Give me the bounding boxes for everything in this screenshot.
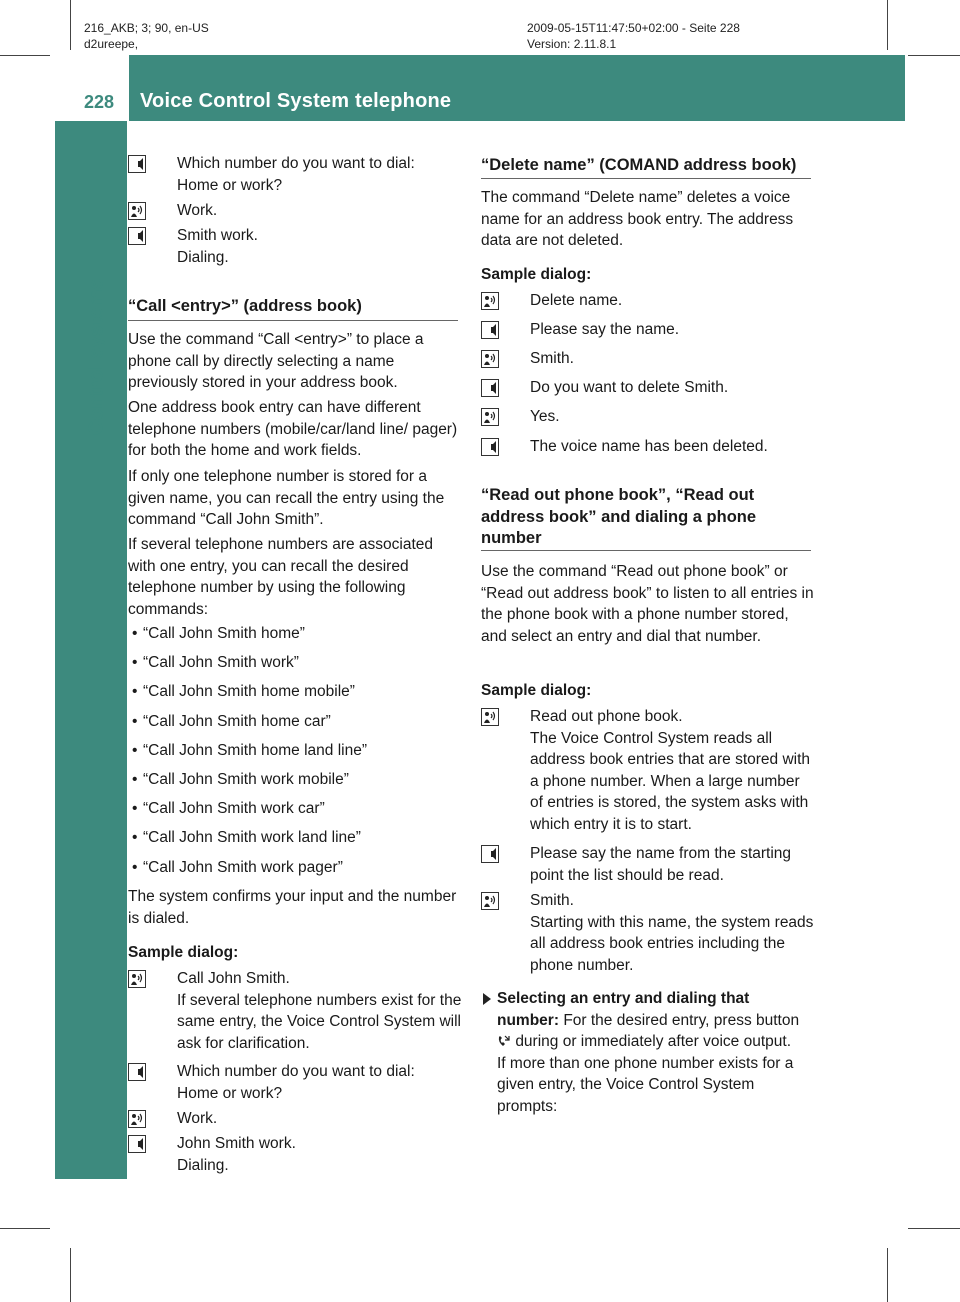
dialog-text: The voice name has been deleted. <box>530 438 768 455</box>
paragraph: Use the command “Read out phone book” or “Read out address book” to listen to all entries in the phone book with a phone number stored, and select an entry and dial that number. <box>481 563 814 645</box>
paragraph: The system confirms your input and the number is dialed. <box>128 888 457 927</box>
dialog-text: Work. <box>177 202 218 219</box>
bullet-item: “Call John Smith home mobile” <box>143 683 355 701</box>
user-speaking-icon <box>481 292 499 310</box>
step-bold: Selecting an entry and dialing that number: <box>497 990 750 1029</box>
system-speaker-icon <box>481 379 499 397</box>
dialog-text: Work. <box>177 1110 218 1127</box>
user-speaking-icon <box>481 350 499 368</box>
bullet-dot: • <box>132 741 138 759</box>
bullet-item: “Call John Smith work mobile” <box>143 771 349 788</box>
section-heading: “Call <entry>” (address book) <box>128 297 362 315</box>
crop-mark <box>908 55 960 56</box>
user-speaking-icon <box>481 708 499 726</box>
crop-mark <box>70 1248 71 1302</box>
dialog-text: Smith. Starting with this name, the system reads all address book entries including the phone number. <box>530 892 814 974</box>
user-speaking-icon <box>481 408 499 426</box>
meta-right-top: 2009-05-15T11:47:50+02:00 - Seite 228 <box>527 21 740 35</box>
step-text: For the desired entry, press button <box>563 1011 800 1029</box>
dialog-text: Please say the name. <box>530 321 680 338</box>
crop-mark <box>0 1228 50 1229</box>
header-divider <box>127 55 129 121</box>
step-instruction <box>497 988 815 1117</box>
sidebar-label-wrap <box>72 278 122 532</box>
sample-label: Sample dialog: <box>481 266 592 283</box>
system-speaker-icon <box>481 845 499 863</box>
user-speaking-icon <box>128 1110 146 1128</box>
system-speaker-icon <box>481 438 499 456</box>
bullet-dot: • <box>132 712 138 730</box>
bullet-dot: • <box>132 829 138 847</box>
dialog-text: Which number do you want to dial: Home or work? <box>177 1063 415 1102</box>
bullet-item: “Call John Smith home car” <box>143 712 331 730</box>
dialog-text: Call John Smith. If several telephone numbers exist for the same entry, the Voice Control System will ask for clarification. <box>177 970 462 1052</box>
paragraph: If only one telephone number is stored for a given name, you can recall the entry using the command “Call John Smith”. <box>128 468 445 528</box>
crop-mark <box>70 0 71 50</box>
paragraph: If several telephone numbers are associated with one entry, you can recall the desired telephone number by using the following commands: <box>128 536 434 618</box>
step-text-2: during or immediately after voice output. <box>515 1033 792 1050</box>
system-speaker-icon <box>128 227 146 245</box>
dialog-text: Smith work. Dialing. <box>177 227 258 266</box>
dialog-text: Read out phone book. The Voice Control System reads all address book entries that are stored with a phone number. When a large number of entries is stored, the system asks with which entry it is to start. <box>530 708 811 833</box>
section-heading: “Read out phone book”, “Read out address book” and dialing a phone number <box>481 486 757 547</box>
bullet-item: “Call John Smith work” <box>143 654 299 672</box>
phone-button-icon <box>497 1033 511 1047</box>
heading-rule <box>481 550 811 551</box>
bullet-dot: • <box>132 625 138 642</box>
dialog-text: Do you want to delete Smith. <box>530 379 729 396</box>
heading-rule <box>481 178 811 179</box>
bullet-dot: • <box>132 771 138 788</box>
meta-left-top: 216_AKB; 3; 90, en-US <box>84 21 209 35</box>
dialog-text: John Smith work. Dialing. <box>177 1135 296 1174</box>
user-speaking-icon <box>128 970 146 988</box>
step-text-3: If more than one phone number exists for a given entry, the Voice Control System prompts: <box>497 1054 794 1115</box>
paragraph: One address book entry can have different telephone numbers (mobile/car/land line/ pager) for both the home and work fields. <box>128 399 458 459</box>
dialog-text: Smith. <box>530 350 574 367</box>
crop-mark <box>887 1248 888 1302</box>
system-speaker-icon <box>128 1135 146 1153</box>
system-speaker-icon <box>128 1063 146 1081</box>
paragraph: Use the command “Call <entry>” to place a phone call by directly selecting a name previously stored in your address book. <box>128 331 424 391</box>
bullet-dot: • <box>132 683 138 701</box>
crop-mark <box>887 0 888 50</box>
page-title: Voice Control System telephone <box>140 90 452 112</box>
dialog-text: Yes. <box>530 408 560 425</box>
step-arrow-icon <box>482 992 492 1008</box>
user-speaking-icon <box>128 202 146 220</box>
bullet-item: “Call John Smith home” <box>143 625 305 642</box>
dialog-text: Please say the name from the starting point the list should be read. <box>530 845 792 884</box>
crop-mark <box>908 1228 960 1229</box>
sidebar-label: Control systems <box>85 278 108 436</box>
dialog-text: Which number do you want to dial: Home or work? <box>177 155 415 194</box>
section-heading: “Delete name” (COMAND address book) <box>481 156 797 174</box>
sample-label: Sample dialog: <box>128 944 239 961</box>
sample-label: Sample dialog: <box>481 682 592 699</box>
crop-mark <box>0 55 50 56</box>
bullet-item: “Call John Smith home land line” <box>143 741 367 759</box>
bullet-item: “Call John Smith work car” <box>143 800 325 818</box>
bullet-dot: • <box>132 654 138 672</box>
dialog-text: Delete name. <box>530 292 623 309</box>
system-speaker-icon <box>481 321 499 339</box>
bullet-item: “Call John Smith work pager” <box>143 858 343 876</box>
meta-right-bottom: Version: 2.11.8.1 <box>527 37 617 51</box>
bullet-item: “Call John Smith work land line” <box>143 829 361 847</box>
bullet-dot: • <box>132 858 138 876</box>
paragraph: The command “Delete name” deletes a voice name for an address book entry. The address data are not deleted. <box>481 189 794 249</box>
user-speaking-icon <box>481 892 499 910</box>
system-speaker-icon <box>128 155 146 173</box>
heading-rule <box>128 320 458 321</box>
meta-left-bottom: d2ureepe, <box>84 37 139 51</box>
bullet-dot: • <box>132 800 138 818</box>
page-number: 228 <box>84 92 115 112</box>
